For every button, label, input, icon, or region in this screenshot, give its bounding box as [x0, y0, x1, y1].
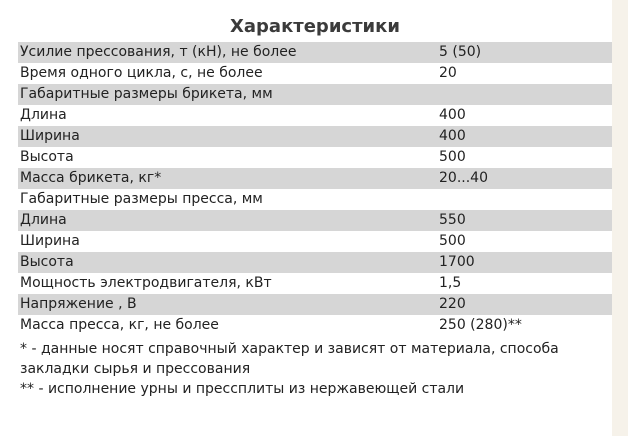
- table-row: [18, 84, 612, 105]
- row-value: 550: [439, 212, 466, 228]
- page-title: Характеристики: [230, 16, 400, 37]
- row-label: Длина: [20, 212, 67, 228]
- row-label: Мощность электродвигателя, кВт: [20, 275, 272, 291]
- row-label: Длина: [20, 107, 67, 123]
- row-label: Габаритные размеры пресса, мм: [20, 191, 263, 207]
- table-row: [18, 273, 612, 294]
- row-label: Напряжение , В: [20, 296, 137, 312]
- row-value: 220: [439, 296, 466, 312]
- table-row: [18, 210, 612, 231]
- row-value: 1,5: [439, 275, 462, 291]
- table-row: [18, 315, 612, 336]
- row-label: Масса брикета, кг*: [20, 170, 162, 186]
- table-row: [18, 147, 612, 168]
- row-label: Масса пресса, кг, не более: [20, 317, 219, 333]
- row-label: Ширина: [20, 128, 80, 144]
- table-row: [18, 168, 612, 189]
- table-row: [18, 42, 612, 63]
- row-label: Время одного цикла, с, не более: [20, 65, 263, 81]
- row-value: 1700: [439, 254, 475, 270]
- row-value: 500: [439, 233, 466, 249]
- row-value: 20: [439, 65, 457, 81]
- footnotes: [20, 339, 606, 399]
- row-value: 400: [439, 128, 466, 144]
- table-row: [18, 231, 612, 252]
- row-value: 500: [439, 149, 466, 165]
- footnote-line: * - данные носят справочный характер и зависят от материала, способа: [20, 341, 559, 357]
- table-row: [18, 63, 612, 84]
- row-value: 250 (280)**: [439, 317, 522, 333]
- table-row: [18, 294, 612, 315]
- row-value: 5 (50): [439, 44, 482, 60]
- specifications-table: [18, 42, 612, 336]
- row-label: Усилие прессования, т (кН), не более: [20, 44, 297, 60]
- row-label: Высота: [20, 254, 74, 270]
- footnote-line: ** - исполнение урны и пресcплиты из нержавеющей стали: [20, 381, 465, 397]
- table-row: [18, 126, 612, 147]
- row-label: Габаритные размеры брикета, мм: [20, 86, 273, 102]
- row-value: 400: [439, 107, 466, 123]
- background-strip: [612, 0, 628, 436]
- footnote-line: закладки сырья и прессования: [20, 361, 251, 377]
- table-row: [18, 105, 612, 126]
- row-label: Высота: [20, 149, 74, 165]
- table-row: [18, 189, 612, 210]
- row-label: Ширина: [20, 233, 80, 249]
- table-row: [18, 252, 612, 273]
- row-value: 20...40: [439, 170, 488, 186]
